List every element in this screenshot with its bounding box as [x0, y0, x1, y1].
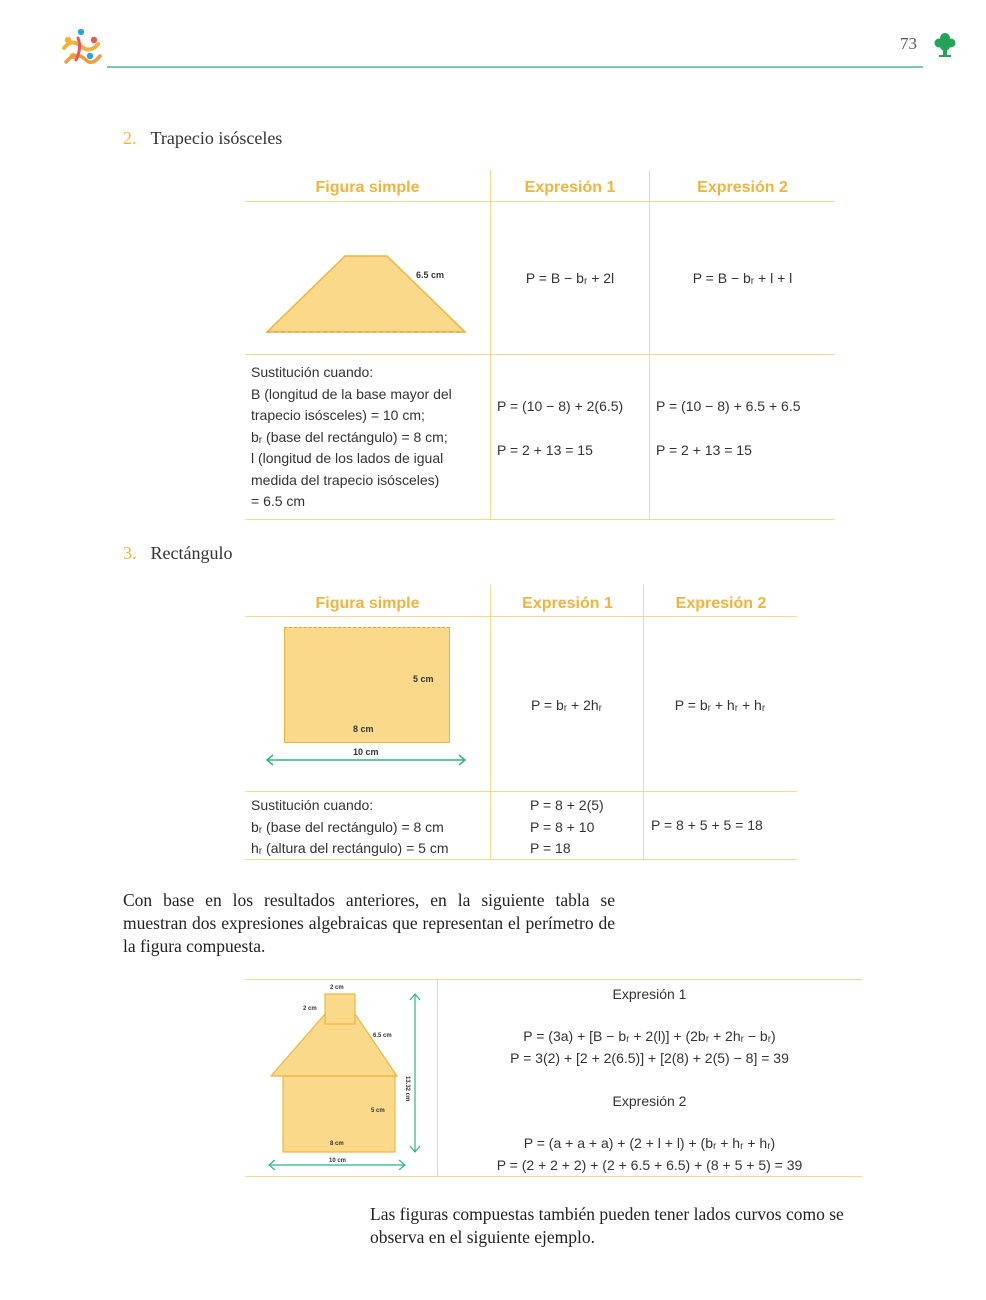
header-divider [107, 66, 923, 68]
row-divider [245, 616, 797, 617]
composite-expr2-line2: P = (2 + 2 + 2) + (2 + 6.5 + 6.5) + (8 + 5 + 5) = 39 [496, 1157, 803, 1173]
outer-base-label: 10 cm [329, 1158, 347, 1164]
composite-expr2-title: Expresión 2 [612, 1093, 687, 1109]
trapezoid-sub-expr2-b: P = 2 + 13 = 15 [656, 442, 752, 458]
paragraph-results: Con base en los resultados anteriores, en la siguiente tabla se muestran dos expresiones algebraicas que representan el perímetro de la figura compuesta. [123, 890, 615, 956]
row-divider [245, 1176, 862, 1177]
math-line: P = 18 [530, 840, 571, 856]
col-divider [490, 170, 491, 520]
th-figura-simple: Figura simple [315, 595, 420, 612]
trapezoid-expr2: P = B − bᵣ + l + l [692, 270, 793, 286]
row-divider [245, 791, 797, 792]
composite-expr1-line1: P = (3a) + [B − bᵣ + 2(l)] + (2bᵣ + 2hᵣ − bᵣ) [523, 1028, 776, 1044]
rect-sub-expr1 [530, 795, 604, 860]
subst-line: l (longitud de los lados de igual [251, 450, 444, 466]
rect-sub-expr2: P = 8 + 5 + 5 = 18 [651, 817, 763, 833]
page-number: 73 [900, 34, 917, 53]
th-expresion-1: Expresión 1 [522, 595, 613, 612]
subst-line: trapecio isósceles) = 10 cm; [251, 407, 425, 423]
subst-line: medida del trapecio isósceles) [251, 471, 440, 488]
row-divider [245, 979, 862, 980]
table-trapezoid [245, 170, 835, 522]
section3-title-text: Rectángulo [150, 543, 233, 563]
paragraph-curved: Las figuras compuestas también pueden tener lados curvos como se observa en el siguiente ejemplo. [370, 1204, 844, 1247]
trapezoid-expr1: P = B − bᵣ + 2l [525, 270, 615, 286]
rect-outer-base-label: 10 cm [353, 747, 379, 757]
rect-inner-base-label: 8 cm [353, 724, 374, 734]
subst-line: Sustitución cuando: [251, 364, 374, 380]
row-divider [245, 201, 835, 202]
trapezoid-sub-expr1-b: P = 2 + 13 = 15 [497, 442, 593, 458]
composite-expr1-title: Expresión 1 [612, 986, 687, 1002]
rect-width-arrow [265, 753, 467, 765]
th-expresion-2: Expresión 2 [697, 179, 788, 196]
subst-line: Sustitución cuando: [251, 797, 374, 813]
th-expresion-1: Expresión 1 [524, 179, 616, 196]
col-divider [649, 170, 650, 520]
rect-substitution [251, 795, 487, 860]
tree-icon [934, 32, 956, 58]
rect-expr2: P = bᵣ + hᵣ + hᵣ [674, 697, 766, 713]
rect-expr1: P = bᵣ + 2hᵣ [530, 697, 603, 713]
trapezoid-sub-expr2-a: P = (10 − 8) + 6.5 + 6.5 [656, 398, 801, 414]
row-divider [245, 519, 835, 520]
table-composite [245, 978, 862, 1180]
subst-line: hᵣ (altura del rectángulo) = 5 cm [251, 840, 449, 856]
section2-title-text: Trapecio isósceles [150, 128, 283, 148]
section3-title [123, 543, 232, 564]
chimney-side-label: 2 cm [303, 1006, 317, 1012]
col-divider [643, 585, 644, 860]
subst-line: = 6.5 cm [251, 493, 306, 509]
total-height-label: 13.32 cm [404, 1076, 410, 1102]
composite-expr1-line2: P = 3(2) + [2 + 2(6.5)] + [2(8) + 2(5) − 8] = 39 [510, 1050, 789, 1066]
th-expresion-2: Expresión 2 [675, 595, 767, 612]
section3-number: 3. [123, 543, 137, 563]
math-line: P = 8 + 2(5) [530, 797, 604, 813]
section2-title [123, 128, 282, 149]
th-figura-simple: Figura simple [315, 179, 420, 196]
subst-line: bᵣ (base del rectángulo) = 8 cm; [251, 428, 448, 445]
trapezoid-figure [265, 254, 467, 336]
row-divider [245, 354, 835, 355]
trapezoid-side-label: 6.5 cm [416, 270, 445, 280]
math-line: P = 8 + 10 [530, 818, 595, 835]
col-divider [490, 585, 491, 860]
composite-expr2-line1: P = (a + a + a) + (2 + l + l) + (bᵣ + hᵣ + hᵣ) [523, 1135, 776, 1151]
subst-line: bᵣ (base del rectángulo) = 8 cm [251, 818, 444, 835]
wall-label: 5 cm [371, 1108, 385, 1114]
subst-line: B (longitud de la base mayor del [251, 385, 452, 402]
inner-base-label: 8 cm [330, 1141, 344, 1147]
logo-icon [58, 26, 104, 68]
trapezoid-substitution [251, 362, 487, 513]
trapezoid-sub-expr1-a: P = (10 − 8) + 2(6.5) [497, 398, 624, 414]
roof-side-label: 6.5 cm [373, 1033, 392, 1039]
rect-height-label: 5 cm [413, 674, 434, 684]
chimney-top-label: 2 cm [330, 985, 344, 991]
table-rectangle [245, 585, 797, 861]
section2-number: 2. [123, 128, 137, 148]
